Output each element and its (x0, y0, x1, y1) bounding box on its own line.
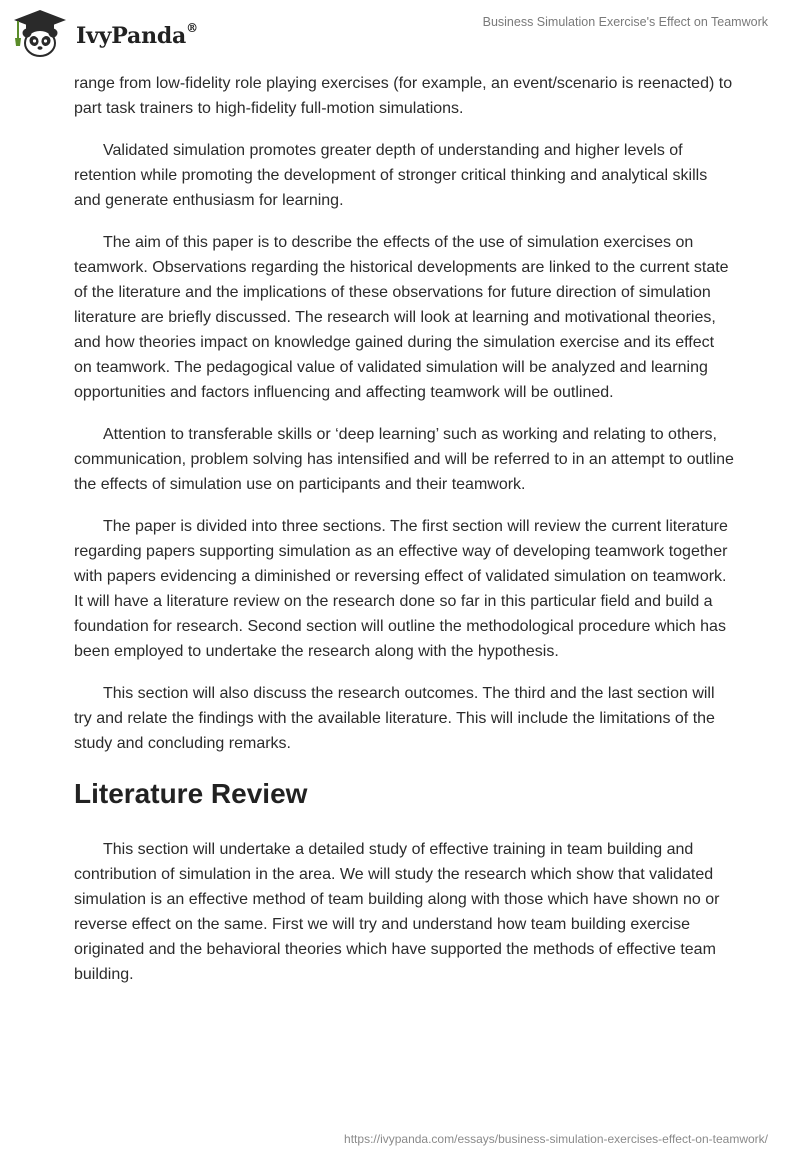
paragraph: The aim of this paper is to describe the effects of the use of simulation exercises on teamwork. Observations regarding the historical developments are linked to the current state of the literature and the implications of these observations for future direction of simulation literature are briefly discussed. The research will look at learning and motivational theories, and how theories impact on knowledge gained during the simulation exercise and its effect on teamwork. The pedagogical value of validated simulation will be analyzed and learning opportunities and factors influencing and affecting teamwork will be outlined. (74, 234, 729, 401)
brand-name: IvyPanda® (76, 21, 198, 49)
panda-graduate-icon (12, 8, 68, 58)
paragraph: Validated simulation promotes greater depth of understanding and higher levels of retention while promoting the development of stronger critical thinking and analytical skills and generate enthusiasm for learning. (74, 142, 708, 209)
paragraph: Attention to transferable skills or ‘deep learning’ such as working and relating to others, communication, problem solving has intensified and will be referred to in an attempt to outline the effects of simulation use on participants and their teamwork. (74, 426, 734, 493)
essay-content (74, 71, 734, 1004)
paragraph: This section will undertake a detailed study of effective training in team building and contribution of simulation in the area. We will study the research which show that validated simulation is an effective method of team building along with those which have shown no or reverse effect on the same. First we will try and understand how team building exercise originated and the behavioral theories which have supported the methods of effective team building. (74, 841, 720, 983)
paragraph: The paper is divided into three sections. The first section will review the current literature regarding papers supporting simulation as an effective way of developing teamwork together with papers evidencing a diminished or reversing effect of validated simulation on teamwork. It will have a literature review on the research done so far in this particular field and build a foundation for research. Second section will outline the methodological procedure which has been employed to undertake the research along with the hypothesis. (74, 518, 728, 660)
document-title: Business Simulation Exercise's Effect on Teamwork (482, 15, 768, 29)
brand-logo[interactable] (12, 8, 198, 58)
paragraph: This section will also discuss the research outcomes. The third and the last section will try and relate the findings with the available literature. This will include the limitations of the study and concluding remarks. (74, 685, 715, 752)
page-header (0, 0, 800, 70)
paragraph-continuation: range from low-fidelity role playing exercises (for example, an event/scenario is reenacted) to part task trainers to high-fidelity full-motion simulations. (74, 75, 733, 117)
source-url[interactable]: https://ivypanda.com/essays/business-simulation-exercises-effect-on-teamwork/ (344, 1132, 768, 1146)
section-heading: Literature Review (74, 778, 308, 809)
